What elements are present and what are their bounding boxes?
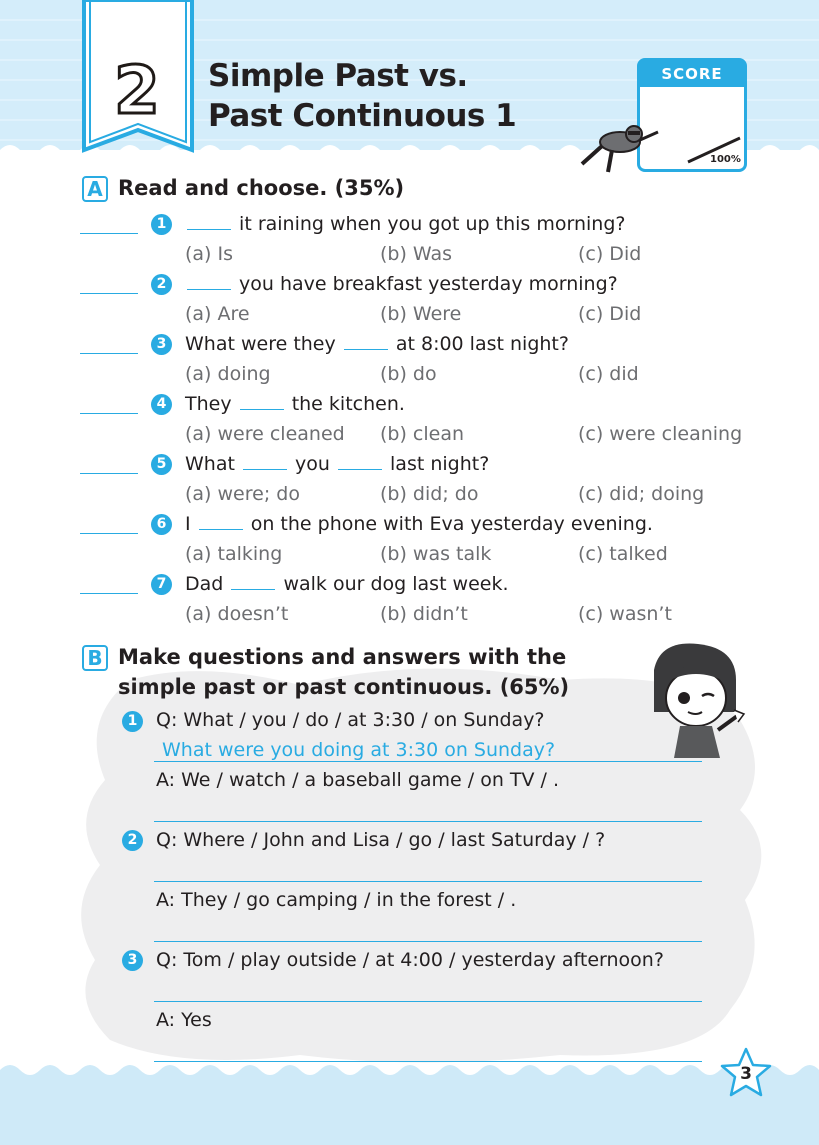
fill-blank[interactable]: [240, 396, 284, 410]
fill-blank[interactable]: [187, 216, 231, 230]
b-item-number-1: 1: [122, 711, 143, 732]
b-answer-prompt-1: A: We / watch / a baseball game / on TV / .: [156, 769, 560, 791]
girl-character-icon: [640, 640, 750, 762]
option-1c: (c) Did: [578, 243, 642, 265]
option-3b: (b) do: [380, 363, 437, 385]
option-5a: (a) were; do: [185, 483, 300, 505]
question-text-1: it raining when you got up this morning?: [185, 213, 625, 235]
score-max: 100%: [710, 154, 741, 165]
b-item-number-3: 3: [122, 950, 143, 971]
option-5b: (b) did; do: [380, 483, 479, 505]
score-label: SCORE: [640, 61, 744, 87]
section-b-label: B: [82, 645, 108, 671]
answer-blank-4[interactable]: [80, 412, 138, 414]
b-answer-line-3q[interactable]: [154, 1000, 702, 1002]
b-answer-line-3a[interactable]: [154, 1060, 702, 1062]
option-2a: (a) Are: [185, 303, 250, 325]
option-6b: (b) was talk: [380, 543, 492, 565]
option-7c: (c) wasn’t: [578, 603, 672, 625]
answer-blank-2[interactable]: [80, 292, 138, 294]
question-number-6: 6: [151, 514, 172, 535]
option-6a: (a) talking: [185, 543, 283, 565]
question-text-2: you have breakfast yesterday morning?: [185, 273, 618, 295]
b-answer-line-1q[interactable]: [154, 760, 702, 762]
option-3c: (c) did: [578, 363, 639, 385]
option-6c: (c) talked: [578, 543, 668, 565]
b-answer-prompt-2: A: They / go camping / in the forest / .: [156, 889, 517, 911]
score-diagonal-line: [686, 132, 746, 172]
option-1b: (b) Was: [380, 243, 453, 265]
option-7a: (a) doesn’t: [185, 603, 289, 625]
question-number-1: 1: [151, 214, 172, 235]
option-3a: (a) doing: [185, 363, 271, 385]
raccoon-mascot-icon: [572, 120, 662, 176]
question-number-2: 2: [151, 274, 172, 295]
b-question-1: Q: What / you / do / at 3:30 / on Sunday?: [156, 709, 545, 731]
option-2b: (b) Were: [380, 303, 462, 325]
b-example-answer-1: What were you doing at 3:30 on Sunday?: [162, 739, 556, 761]
option-4a: (a) were cleaned: [185, 423, 345, 445]
question-text-6: I on the phone with Eva yesterday evening.: [185, 513, 653, 535]
question-text-7: Dad walk our dog last week.: [185, 573, 509, 595]
b-answer-line-2a[interactable]: [154, 940, 702, 942]
question-number-7: 7: [151, 574, 172, 595]
option-5c: (c) did; doing: [578, 483, 705, 505]
question-text-5: What you last night?: [185, 453, 490, 475]
section-b-title-line1: Make questions and answers with the: [118, 645, 567, 669]
fill-blank[interactable]: [187, 276, 231, 290]
fill-blank[interactable]: [243, 456, 287, 470]
b-answer-line-2q[interactable]: [154, 880, 702, 882]
answer-blank-1[interactable]: [80, 232, 138, 234]
b-question-3: Q: Tom / play outside / at 4:00 / yesterday afternoon?: [156, 949, 664, 971]
answer-blank-7[interactable]: [80, 592, 138, 594]
b-item-number-2: 2: [122, 830, 143, 851]
answer-blank-5[interactable]: [80, 472, 138, 474]
question-number-3: 3: [151, 334, 172, 355]
question-text-4: They the kitchen.: [185, 393, 405, 415]
fill-blank[interactable]: [338, 456, 382, 470]
b-answer-prompt-3: A: Yes: [156, 1009, 212, 1031]
section-a-label: A: [82, 176, 108, 202]
b-answer-line-1a[interactable]: [154, 820, 702, 822]
option-7b: (b) didn’t: [380, 603, 468, 625]
fill-blank[interactable]: [344, 336, 388, 350]
option-4b: (b) clean: [380, 423, 465, 445]
fill-blank[interactable]: [231, 576, 275, 590]
option-1a: (a) Is: [185, 243, 234, 265]
fill-blank[interactable]: [199, 516, 243, 530]
answer-blank-6[interactable]: [80, 532, 138, 534]
option-4c: (c) were cleaning: [578, 423, 743, 445]
lesson-number: 2: [114, 52, 158, 129]
bottom-wave-background: [0, 1050, 819, 1145]
section-a-title: Read and choose. (35%): [118, 176, 405, 200]
question-text-3: What were they at 8:00 last night?: [185, 333, 569, 355]
page-number: 3: [740, 1064, 752, 1084]
option-2c: (c) Did: [578, 303, 642, 325]
lesson-title-line2: Past Continuous 1: [208, 98, 517, 134]
b-question-2: Q: Where / John and Lisa / go / last Saturday / ?: [156, 829, 606, 851]
section-b-title-line2: simple past or past continuous. (65%): [118, 675, 570, 699]
answer-blank-3[interactable]: [80, 352, 138, 354]
question-number-5: 5: [151, 454, 172, 475]
lesson-title-line1: Simple Past vs.: [208, 58, 468, 94]
question-number-4: 4: [151, 394, 172, 415]
